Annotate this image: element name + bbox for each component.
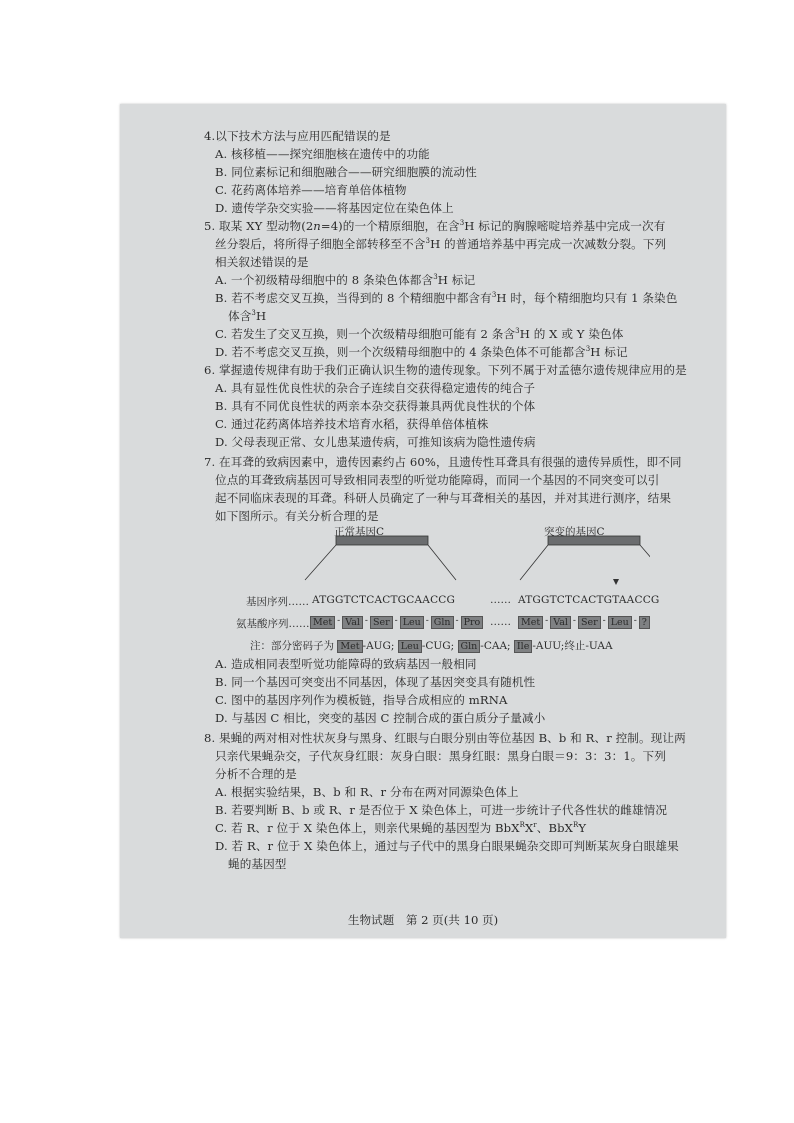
q8-option-a: A. 根据实验结果，B、b 和 R、r 分布在两对同源染色体上 <box>215 785 519 799</box>
q6-option-a: A. 具有显性优良性状的杂合子连续自交获得稳定遗传的纯合子 <box>215 381 536 395</box>
normal-aa-seq <box>310 616 483 629</box>
aa-seq-label: 氨基酸序列…… <box>236 618 310 630</box>
q7-option-a: A. 造成相同表型听觉功能障碍的致病基因一般相同 <box>215 657 477 671</box>
q7-stem-line2: 位点的耳聋致病基因可导致相同表型的听觉功能障碍，而同一个基因的不同突变可以引 <box>215 473 660 487</box>
page-footer: 生物试题 第 2 页(共 10 页) <box>347 913 499 927</box>
normal-gene-seq: ATGGTCTCACTGCAACCG <box>312 594 456 606</box>
aa-link: - <box>572 616 576 626</box>
aa-link: - <box>364 616 368 626</box>
q7-option-c: C. 图中的基因序列作为模板链，指导合成相应的 mRNA <box>215 693 508 707</box>
codon-note: 注：部分密码子为 Met -AUG; Leu -CUG; Gln -CAA; Ile -AUU;终止-UAA <box>250 640 613 652</box>
q8-option-b: B. 若要判断 B、b 或 R、r 是否位于 X 染色体上，可进一步统计子代各性状的雌雄情况 <box>215 803 668 817</box>
q5-option-c: C. 若发生了交叉互换，则一个次级精母细胞可能有 2 条含$^3$H 的 X 或 Y 染色体 <box>215 327 624 341</box>
aa-link: - <box>337 616 341 626</box>
aa-link: - <box>633 616 637 626</box>
aa-link: - <box>425 616 429 626</box>
q4-stem: 4.以下技术方法与应用匹配错误的是 <box>204 129 391 143</box>
codon-aa-box: Ile <box>514 640 532 653</box>
gene-seq-label: 基因序列…… <box>246 596 309 608</box>
q5-option-b: B. 若不考虑交叉互换，当得到的 8 个精细胞中都含有$^3$H 时，每个精细胞均只有 1 条染色 <box>215 291 678 305</box>
codon-aa-box: Leu <box>398 640 422 653</box>
q8-option-d: D. 若 R、r 位于 X 染色体上，通过与子代中的黑身白眼果蝇杂交即可判断某灰身白眼雄果 <box>215 839 679 853</box>
q7-option-b: B. 同一个基因可突变出不同基因，体现了基因突变具有随机性 <box>215 675 536 689</box>
q4-option-a: A. 核移植——探究细胞核在遗传中的功能 <box>215 147 430 161</box>
aa-link: - <box>545 616 549 626</box>
q6-option-d: D. 父母表现正常、女儿患某遗传病，可推知该病为隐性遗传病 <box>215 435 536 449</box>
q5-option-d: D. 若不考虑交叉互换，则一个次级精母细胞中的 4 条染色体不可能都含$^3$H 标记 <box>215 345 628 359</box>
q7-stem-line3: 起不同临床表现的耳聋。科研人员确定了一种与耳聋相关的基因，并对其进行测序，结果 <box>215 491 672 505</box>
codon-text: -CAA; <box>480 640 514 652</box>
amino-acid-box: Ser <box>578 616 601 629</box>
q5-stem-line1: 5. 取某 XY 型动物(2n=4)的一个精原细胞，在含$^3$H 标记的胸腺嘧啶培养基中完成一次有 <box>204 219 666 233</box>
mutant-aa-seq <box>518 616 650 629</box>
codon-aa-box: Met <box>337 640 362 653</box>
amino-acid-box: Ser <box>370 616 393 629</box>
amino-acid-box: Gln <box>431 616 454 629</box>
aa-link: - <box>602 616 606 626</box>
q8-stem-line3: 分析不合理的是 <box>215 767 297 781</box>
q8-stem-line1: 8. 果蝇的两对相对性状灰身与黑身、红眼与白眼分别由等位基因 B、b 和 R、r 控制。现让两 <box>204 731 686 745</box>
exam-page <box>120 104 726 938</box>
q8-stem-line2: 只亲代果蝇杂交，子代灰身红眼：灰身白眼：黑身红眼：黑身白眼＝9：3：3：1。下列 <box>215 749 666 763</box>
q5-option-b-cont: 体含$^3$H <box>228 309 267 323</box>
amino-acid-box: ? <box>639 616 650 629</box>
q5-stem-line3: 相关叙述错误的是 <box>215 255 309 269</box>
codon-text: -AUG; <box>362 640 398 652</box>
mutant-gene-title: 突变的基因C <box>544 526 605 538</box>
amino-acid-box: Val <box>550 616 571 629</box>
q4-option-b: B. 同位素标记和细胞融合——研究细胞膜的流动性 <box>215 165 477 179</box>
codon-text: -CUG; <box>421 640 458 652</box>
q7-stem-line4: 如下图所示。有关分析合理的是 <box>215 509 379 523</box>
codon-aa-box: Gln <box>458 640 481 653</box>
q6-option-c: C. 通过花药离体培养技术培育水稻，获得单倍体植株 <box>215 417 489 431</box>
amino-acid-box: Leu <box>608 616 632 629</box>
aa-link: - <box>394 616 398 626</box>
q4-option-d: D. 遗传学杂交实验——将基因定位在染色体上 <box>215 201 454 215</box>
q6-stem: 6. 掌握遗传规律有助于我们正确认识生物的遗传现象。下列不属于对孟德尔遗传规律应用的是 <box>204 363 687 377</box>
mutation-arrow-icon <box>613 579 619 585</box>
amino-acid-box: Met <box>310 616 335 629</box>
mutant-seq-dots: …… <box>490 594 511 606</box>
q8-option-c: C. 若 R、r 位于 X 染色体上，则亲代果蝇的基因型为 $BbX^RX^r$、BbX$^R$Y <box>215 821 587 835</box>
amino-acid-box: Pro <box>461 616 484 629</box>
aa-link: - <box>455 616 459 626</box>
amino-acid-box: Val <box>342 616 363 629</box>
q7-stem-line1: 7. 在耳聋的致病因素中，遗传因素约占 60%，且遗传性耳聋具有很强的遗传异质性，即不同 <box>204 455 682 469</box>
q8-option-d-cont: 蝇的基因型 <box>228 857 287 871</box>
codon-text: -AUU;终止-UAA <box>532 640 613 652</box>
q7-option-d: D. 与基因 C 相比，突变的基因 C 控制合成的蛋白质分子量减小 <box>215 711 546 725</box>
mutant-aa-dots: …… <box>490 616 511 628</box>
amino-acid-box: Met <box>518 616 543 629</box>
q5-option-a: A. 一个初级精母细胞中的 8 条染色体都含$^3$H 标记 <box>215 273 476 287</box>
q4-option-c: C. 花药离体培养——培育单倍体植物 <box>215 183 407 197</box>
mutant-gene-seq: ATGGTCTCACTGTAACCG <box>518 594 660 606</box>
amino-acid-box: Leu <box>400 616 424 629</box>
normal-gene-title: 正常基因C <box>334 526 385 538</box>
q6-option-b: B. 具有不同优良性状的两亲本杂交获得兼具两优良性状的个体 <box>215 399 536 413</box>
q5-stem-line2: 丝分裂后，将所得子细胞全部转移至不含$^3$H 的普通培养基中再完成一次减数分裂。下列 <box>215 237 667 251</box>
